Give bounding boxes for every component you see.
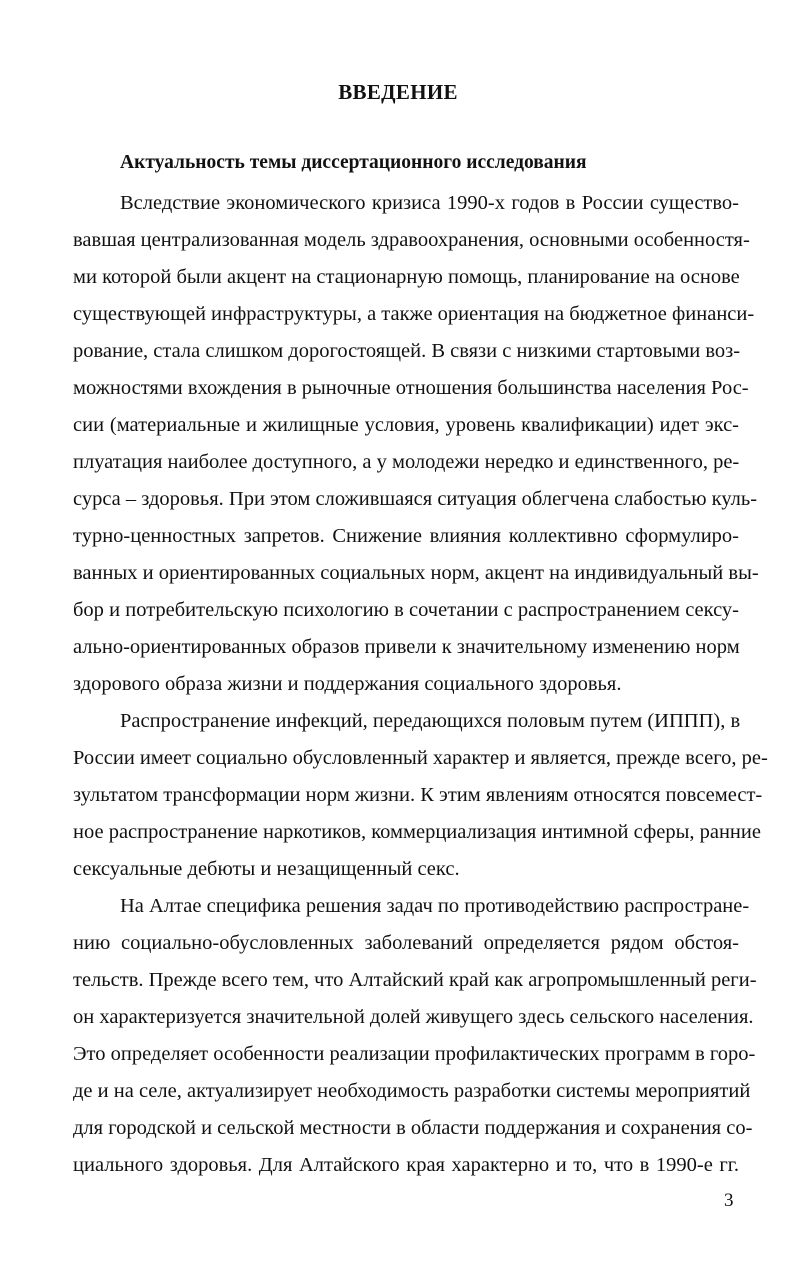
text-line: вавшая централизованная модель здравоохранения, основными особенностя- xyxy=(73,229,750,251)
text-line: плуатация наиболее доступного, а у молодежи нередко и единственного, ре- xyxy=(73,451,740,473)
text-line: сии (материальные и жилищные условия, уровень квалификации) идет экс- xyxy=(73,414,739,436)
text-line: нию социально-обусловленных заболеваний определяется рядом обстоя- xyxy=(73,932,739,954)
text-line: тельств. Прежде всего тем, что Алтайский край как агропромышленный реги- xyxy=(73,969,757,991)
text-line: циального здоровья. Для Алтайского края характерно и то, что в 1990-е гг. xyxy=(73,1154,739,1176)
text-line: рование, стала слишком дорогостоящей. В связи с низкими стартовыми воз- xyxy=(73,340,741,362)
page-number: 3 xyxy=(724,1190,734,1211)
text-line: На Алтае специфика решения задач по противодействию распростране- xyxy=(120,895,750,917)
text-line: ми которой были акцент на стационарную помощь, планирование на основе xyxy=(73,266,740,288)
text-line: ально-ориентированных образов привели к значительному изменению норм xyxy=(73,636,740,658)
text-line: бор и потребительскую психологию в сочетании с распространением сексу- xyxy=(73,599,739,621)
text-line: существующей инфраструктуры, а также ориентация на бюджетное финанси- xyxy=(73,303,755,325)
text-line: России имеет социально обусловленный характер и является, прежде всего, ре- xyxy=(73,747,768,769)
text-line: он характеризуется значительной долей живущего здесь сельского населения. xyxy=(73,1006,754,1028)
text-line: Распространение инфекций, передающихся половым путем (ИППП), в xyxy=(120,710,741,732)
text-line: можностями вхождения в рыночные отношения большинства населения Рос- xyxy=(73,377,749,399)
text-line: здорового образа жизни и поддержания социального здоровья. xyxy=(73,673,622,695)
text-line: ное распространение наркотиков, коммерциализация интимной сферы, ранние xyxy=(73,821,761,843)
text-line: Это определяет особенности реализации профилактических программ в горо- xyxy=(73,1043,756,1065)
text-line: сексуальные дебюты и незащищенный секс. xyxy=(73,858,460,880)
text-line: Вследствие экономического кризиса 1990-х годов в России существо- xyxy=(120,192,739,214)
document-heading: ВВЕДЕНИЕ xyxy=(338,80,458,104)
section-subheading: Актуальность темы диссертационного исследования xyxy=(120,152,587,173)
text-line: зультатом трансформации норм жизни. К этим явлениям относятся повсемест- xyxy=(73,784,763,806)
text-line: де и на селе, актуализирует необходимость разработки системы мероприятий xyxy=(73,1080,751,1102)
text-line: для городской и сельской местности в области поддержания и сохранения со- xyxy=(73,1117,753,1139)
text-line: турно-ценностных запретов. Снижение влияния коллективно сформулиро- xyxy=(73,525,739,547)
text-line: сурса – здоровья. При этом сложившаяся ситуация облегчена слабостью куль- xyxy=(73,488,758,510)
text-line: ванных и ориентированных социальных норм, акцент на индивидуальный вы- xyxy=(73,562,759,584)
